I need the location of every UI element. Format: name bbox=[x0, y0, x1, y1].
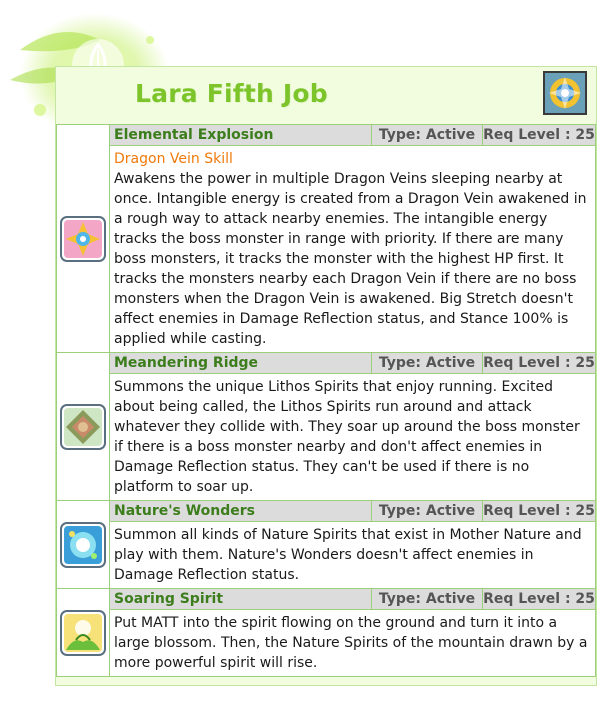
skill-description: Summons the unique Lithos Spirits that enjoy running. Excited about being called, the Lithos Spirits run around and attack whatever they collide with. They soar up around the boss monster if there is a boss monster nearby and don't affect enemies in Damage Reflection status. They can't be used if there is no platform to soar up. bbox=[114, 379, 580, 495]
skill-table bbox=[56, 124, 596, 677]
skill-icon-cell bbox=[57, 125, 110, 353]
skill-name: Soaring Spirit bbox=[110, 589, 372, 610]
skill-req-level: Req Level : 25 bbox=[483, 501, 596, 522]
skill-req-level: Req Level : 25 bbox=[483, 353, 596, 374]
skill-header-row bbox=[57, 125, 596, 146]
skill-req-level: Req Level : 25 bbox=[483, 589, 596, 610]
skill-icon-cell bbox=[57, 353, 110, 501]
skill-type: Type: Active bbox=[372, 125, 483, 146]
skill-body-row bbox=[57, 146, 596, 353]
skill-name: Meandering Ridge bbox=[110, 353, 372, 374]
skill-description-cell bbox=[110, 146, 596, 353]
skill-type: Type: Active bbox=[372, 501, 483, 522]
page-title: Lara Fifth Job bbox=[135, 79, 328, 108]
skill-type: Type: Active bbox=[372, 353, 483, 374]
skill-body-row bbox=[57, 374, 596, 501]
soaring-spirit-icon bbox=[60, 610, 106, 656]
natures-wonders-icon bbox=[60, 522, 106, 568]
skill-description: Put MATT into the spirit flowing on the ground and turn it into a large blossom. Then, the Nature Spirits of the mountain drawn by a more powerful spirit will rise. bbox=[114, 615, 588, 671]
job-emblem-icon bbox=[543, 71, 587, 115]
skill-name: Elemental Explosion bbox=[110, 125, 372, 146]
skill-type: Type: Active bbox=[372, 589, 483, 610]
skill-description-cell bbox=[110, 610, 596, 677]
skill-description-cell bbox=[110, 374, 596, 501]
meandering-ridge-icon bbox=[60, 404, 106, 450]
skill-subtitle: Dragon Vein Skill bbox=[114, 151, 233, 167]
skill-icon-cell bbox=[57, 589, 110, 677]
skill-body-row bbox=[57, 610, 596, 677]
skill-header-row bbox=[57, 589, 596, 610]
skill-name: Nature's Wonders bbox=[110, 501, 372, 522]
skill-description: Awakens the power in multiple Dragon Veins sleeping nearby at once. Intangible energy is created from a Dragon Vein awakened in a rough way to attack nearby enemies. The intangible energy tracks the boss monster in range with priority. If there are many boss monsters, it tracks the monster with the highest HP first. It tracks the monsters nearby each Dragon Vein if there are no boss monsters when the Dragon Vein is awakened. Big Stretch doesn't affect enemies in Damage Reflection status, and Stance 100% is applied while casting. bbox=[114, 171, 587, 347]
skill-req-level: Req Level : 25 bbox=[483, 125, 596, 146]
skill-icon-cell bbox=[57, 501, 110, 589]
skill-description: Summon all kinds of Nature Spirits that exist in Mother Nature and play with them. Nature's Wonders doesn't affect enemies in Damage Reflection status. bbox=[114, 527, 582, 583]
skill-description-cell bbox=[110, 522, 596, 589]
skill-header-row bbox=[57, 501, 596, 522]
elemental-explosion-icon bbox=[60, 216, 106, 262]
skill-header-row bbox=[57, 353, 596, 374]
skill-body-row bbox=[57, 522, 596, 589]
